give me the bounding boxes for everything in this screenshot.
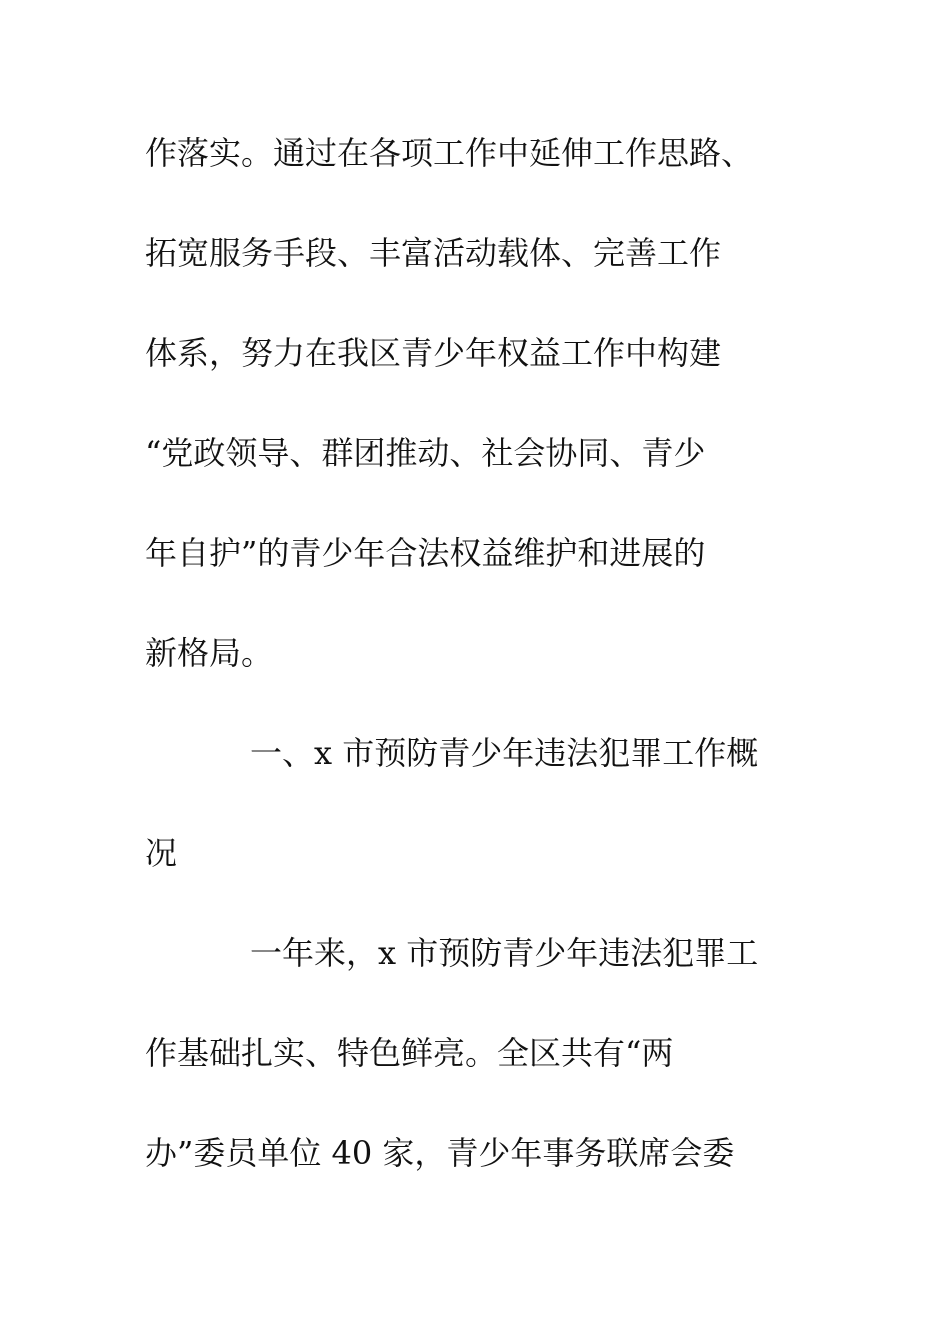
paragraph-line: 一年来，x 市预防青少年违法犯罪工 bbox=[250, 934, 759, 972]
paragraph-line: 年自护”的青少年合法权益维护和进展的 bbox=[145, 534, 706, 572]
section-heading-continuation: 况 bbox=[145, 834, 178, 872]
paragraph-line: 拓宽服务手段、丰富活动载体、完善工作 bbox=[145, 234, 722, 272]
paragraph-line: “党政领导、群团推动、社会协同、青少 bbox=[145, 434, 706, 472]
paragraph-line: 体系，努力在我区青少年权益工作中构建 bbox=[145, 334, 722, 372]
paragraph-line: 作落实。通过在各项工作中延伸工作思路、 bbox=[145, 134, 754, 172]
paragraph-line: 办”委员单位 40 家，青少年事务联席会委 bbox=[145, 1134, 735, 1172]
section-heading: 一、x 市预防青少年违法犯罪工作概 bbox=[250, 734, 759, 772]
paragraph-line: 新格局。 bbox=[145, 634, 274, 672]
paragraph-line: 作基础扎实、特色鲜亮。全区共有“两 bbox=[145, 1034, 674, 1072]
